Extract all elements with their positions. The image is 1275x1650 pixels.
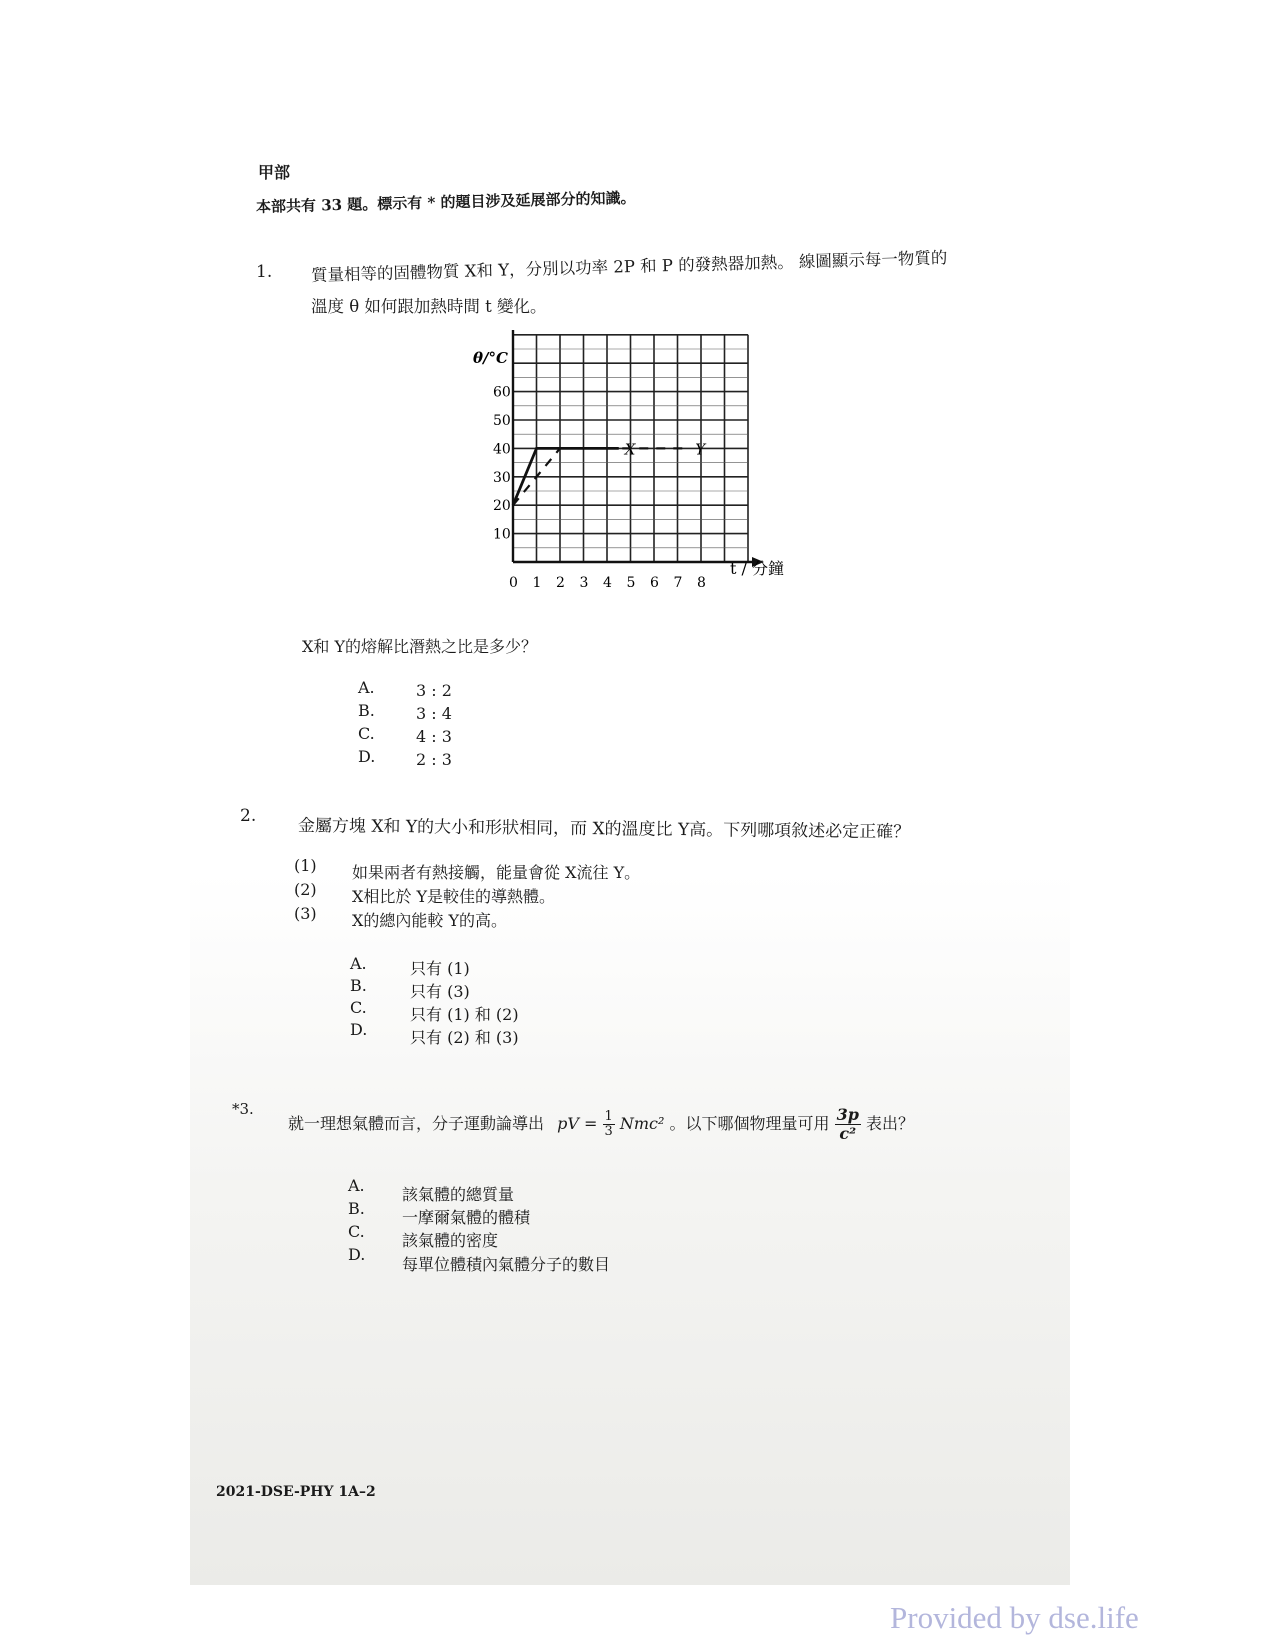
x-tick-label: 5	[626, 575, 636, 591]
y-tick-label: 20	[493, 498, 511, 515]
x-tick-label: 2	[556, 575, 565, 591]
q2-option-d-text: 只有 (2) 和 (3)	[410, 1028, 519, 1047]
series-label-y: Y	[695, 440, 706, 459]
q1-option-c-letter: C.	[358, 724, 375, 743]
y-tick-label: 30	[493, 469, 511, 486]
q2-statement-3-label: (3)	[294, 904, 317, 923]
q1-option-d-letter: D.	[358, 747, 376, 766]
q3-formula-rhs: Nmc²	[619, 1114, 665, 1133]
q3-number: *3.	[232, 1100, 254, 1118]
q3-option-c-text: 該氣體的密度	[402, 1231, 499, 1250]
q2-statement-2-label: (2)	[294, 880, 317, 899]
q3-fraction-numerator: 1	[604, 1109, 613, 1124]
q1-option-b-letter: B.	[358, 701, 375, 720]
q1-option-b-text: 3 : 4	[416, 704, 452, 723]
q3-option-c-letter: C.	[348, 1222, 365, 1241]
x-tick-label: 8	[697, 575, 706, 591]
q2-option-c-letter: C.	[350, 998, 367, 1017]
y-tick-label: 10	[493, 526, 511, 543]
q2-statement-2-text: X相比於 Y是較佳的導熱體。	[352, 887, 556, 906]
q3-option-d-letter: D.	[348, 1245, 366, 1264]
q3-stem-end: 表出？	[866, 1114, 915, 1133]
q1-stem-line1: 質量相等的固體物質 X和 Y，分別以功率 2P 和 P 的發熱器加熱。 線圖顯示每一物質的	[310, 248, 948, 285]
q3-expression-denominator: c²	[839, 1124, 857, 1143]
q3-expression-fraction	[835, 1106, 861, 1143]
q2-option-a-text: 只有 (1)	[410, 959, 470, 978]
q1-stem-line2: 溫度 θ 如何跟加熱時間 t 變化。	[311, 297, 547, 316]
x-tick-label: 4	[603, 575, 612, 591]
y-axis-label: θ/°C	[473, 349, 508, 367]
section-instruction: 本部共有 33 題。標示有 * 的題目涉及延展部分的知識。	[255, 188, 636, 216]
q2-option-d-letter: D.	[350, 1020, 368, 1039]
series-label-x: X	[624, 440, 636, 459]
q1-option-a-text: 3 : 2	[416, 681, 452, 700]
x-tick-label: 3	[579, 575, 589, 591]
page-code: 2021-DSE-PHY 1A–2	[216, 1484, 376, 1500]
y-tick-label: 40	[493, 441, 511, 458]
q3-option-a-letter: A.	[348, 1176, 365, 1195]
q2-number: 2.	[240, 806, 257, 826]
q1-option-d-text: 2 : 3	[416, 750, 452, 769]
q3-option-d-text: 每單位體積內氣體分子的數目	[402, 1255, 611, 1274]
q2-option-b-letter: B.	[350, 976, 367, 995]
q1-option-c-text: 4 : 3	[416, 727, 452, 746]
q3-stem	[288, 1106, 914, 1143]
q2-statement-1-label: (1)	[294, 856, 317, 875]
q2-option-a-letter: A.	[350, 954, 367, 973]
temperature-time-graph	[460, 330, 800, 600]
watermark: Provided by dse.life	[890, 1600, 1139, 1635]
chart-tick-labels	[493, 385, 706, 591]
q2-stem: 金屬方塊 X和 Y的大小和形狀相同，而 X的溫度比 Y高。下列哪項敘述必定正確？	[297, 816, 911, 843]
q1-number: 1.	[256, 262, 273, 282]
q3-formula-lhs: pV =	[557, 1114, 598, 1133]
q3-expression-numerator: 3p	[836, 1105, 859, 1124]
q1-question: X和 Y的熔解比潛熱之比是多少？	[302, 637, 538, 656]
y-tick-label: 50	[493, 413, 511, 429]
q1-option-a-letter: A.	[358, 678, 375, 697]
section-title: 甲部	[258, 163, 291, 182]
q2-statement-3-text: X的總內能較 Y的高。	[352, 911, 508, 930]
q3-stem-mid: 。以下哪個物理量可用	[669, 1114, 830, 1133]
x-tick-label: 7	[673, 575, 683, 591]
q3-option-b-text: 一摩爾氣體的體積	[402, 1208, 531, 1227]
q3-formula-fraction	[603, 1110, 615, 1139]
q3-option-a-text: 該氣體的總質量	[402, 1185, 515, 1204]
q3-fraction-denominator: 3	[604, 1124, 613, 1139]
q3-option-b-letter: B.	[348, 1199, 365, 1218]
x-axis-label: t / 分鐘	[730, 559, 784, 578]
q2-option-b-text: 只有 (3)	[410, 982, 470, 1001]
scanned-page	[190, 0, 1070, 1585]
x-tick-label: 1	[532, 575, 542, 591]
q2-option-c-text: 只有 (1) 和 (2)	[410, 1005, 519, 1024]
x-tick-label: 0	[509, 575, 518, 591]
x-tick-label: 6	[650, 575, 659, 591]
q2-statement-1-text: 如果兩者有熱接觸，能量會從 X流往 Y。	[352, 863, 641, 882]
y-tick-label: 60	[493, 384, 511, 401]
q3-stem-start: 就一理想氣體而言，分子運動論導出	[288, 1114, 545, 1133]
